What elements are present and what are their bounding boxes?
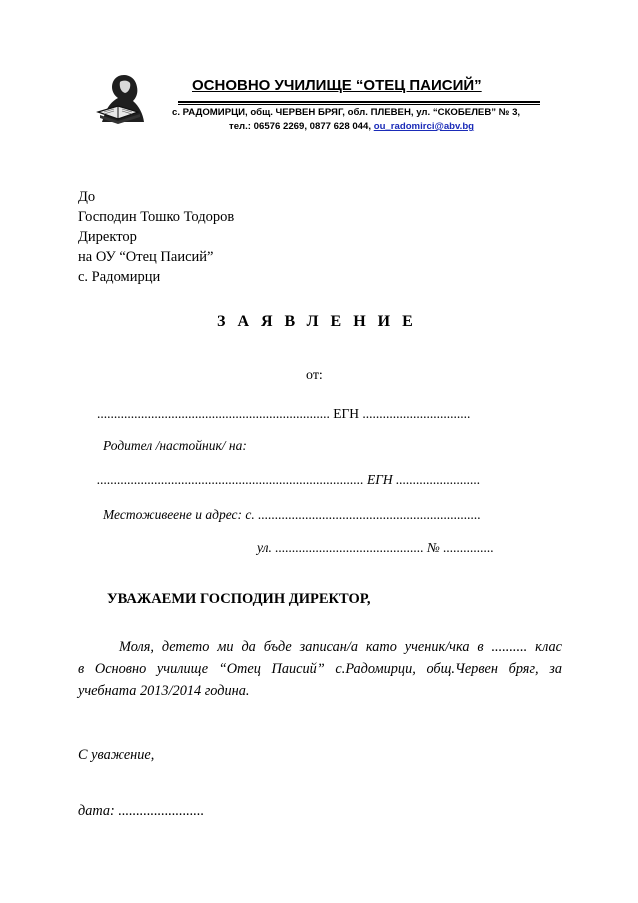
school-phones: тел.: 06576 2269, 0877 628 044, <box>229 121 372 132</box>
closing: С уважение, <box>78 747 155 763</box>
from-label: от: <box>306 368 323 383</box>
recipient-position: Директор <box>78 229 137 245</box>
recipient-village: с. Радомирци <box>78 269 161 285</box>
child-field[interactable]: ............................................................................... ЕГН ......................... <box>97 472 481 487</box>
school-title: ОСНОВНО УЧИЛИЩЕ “ОТЕЦ ПАИСИЙ” <box>192 77 482 94</box>
greeting: УВАЖАЕМИ ГОСПОДИН ДИРЕКТОР, <box>107 591 371 607</box>
residence-field[interactable]: Местоживеене и адрес: с. .................................................................. <box>103 507 481 522</box>
document-title: ЗАЯВЛЕНИЕ <box>217 313 425 330</box>
paragraph-line: в Основно училище “Отец Паисий” с.Радомирци, общ.Червен бряг, за <box>78 661 562 677</box>
school-contacts <box>229 121 474 132</box>
applicant-field[interactable]: ..................................................................... ЕГН ................................ <box>97 406 471 421</box>
paragraph-line: учебната 2013/2014 година. <box>78 683 250 699</box>
recipient-school: на ОУ “Отец Паисий” <box>78 249 214 265</box>
school-email-link[interactable]: ou_radomirci@abv.bg <box>373 121 475 132</box>
street-field[interactable]: ул. ............................................ № ............... <box>257 540 494 555</box>
school-emblem-icon <box>94 72 156 126</box>
request-paragraph <box>78 636 562 702</box>
school-address: с. РАДОМИРЦИ, общ. ЧЕРВЕН БРЯГ, обл. ПЛЕВЕН, ул. “СКОБЕЛЕВ” № 3, <box>172 107 521 118</box>
date-field[interactable]: дата: ........................ <box>78 803 205 819</box>
header-divider-thin <box>178 104 540 105</box>
parent-label: Родител /настойник/ на: <box>103 438 247 453</box>
header-divider <box>178 101 540 103</box>
recipient-line: До <box>78 189 96 205</box>
recipient-name: Господин Тошко Тодоров <box>78 209 235 225</box>
paragraph-line: Моля, детето ми да бъде записан/а като ученик/чка в .......... клас <box>119 639 562 655</box>
